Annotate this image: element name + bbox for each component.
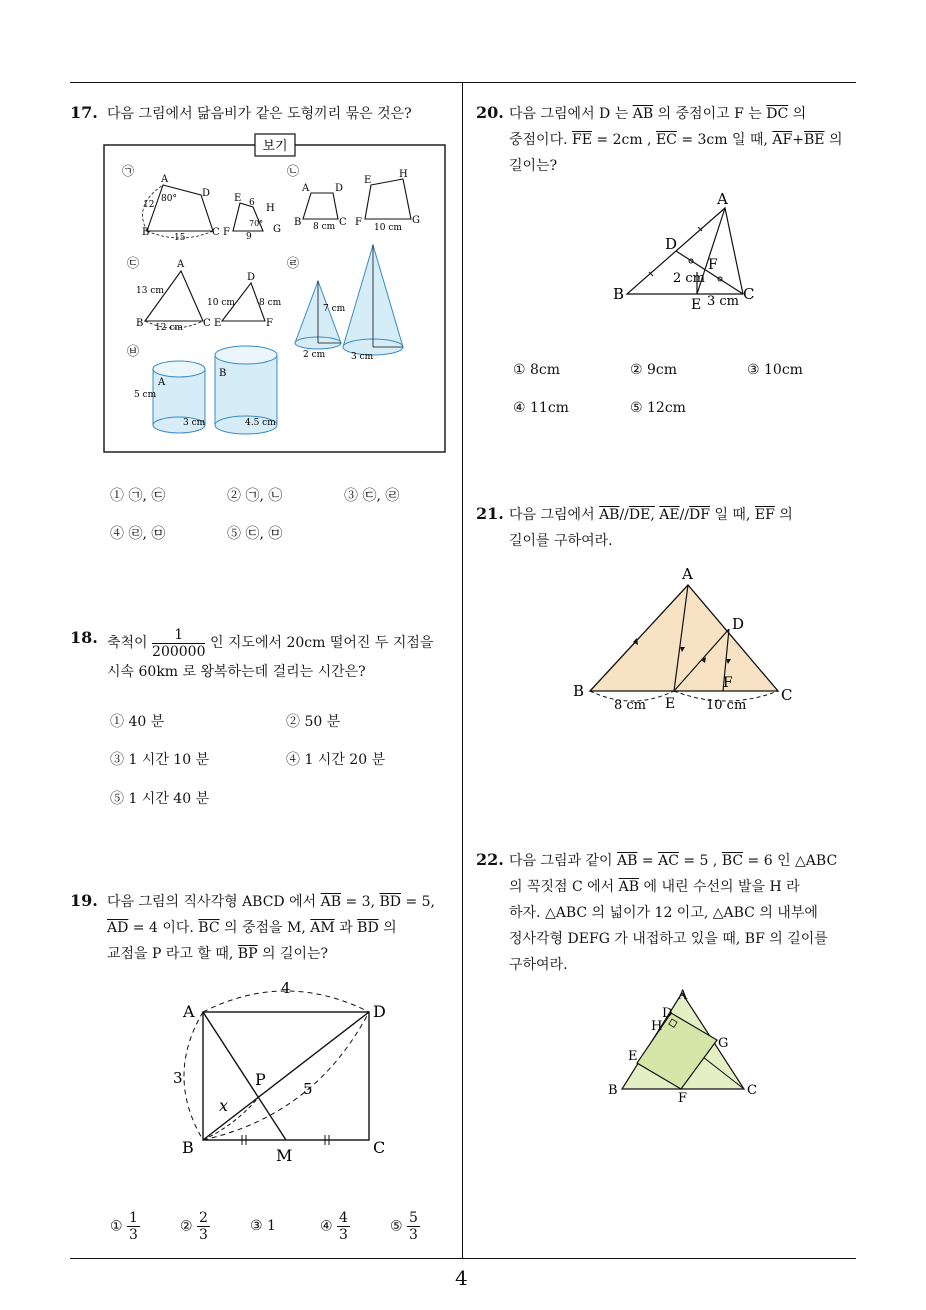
- q19-label-M: M: [276, 1146, 293, 1165]
- svg-text:4.5 cm: 4.5 cm: [245, 418, 276, 428]
- svg-text:A: A: [678, 988, 688, 1003]
- q18-option-4[interactable]: ④ 1 시간 20 분: [286, 752, 386, 768]
- svg-text:A: A: [177, 259, 185, 270]
- svg-text:D: D: [247, 272, 256, 283]
- q22-text-line1: 다음 그림과 같이 $\overline{AB} = \overline{AC} = 5$ , $\overline{BC} = 6$ 인 △ABC: [509, 853, 838, 869]
- q19-label-A: A: [183, 1002, 195, 1021]
- svg-text:2 cm: 2 cm: [673, 271, 706, 286]
- q17-option-5[interactable]: ⑤ ㉢, ㉤: [227, 526, 283, 542]
- svg-text:E: E: [214, 318, 222, 329]
- svg-text:A: A: [302, 183, 310, 194]
- svg-text:㉥: ㉥: [126, 344, 140, 358]
- svg-text:B: B: [136, 318, 144, 329]
- svg-text:H: H: [399, 169, 408, 180]
- q19-label-diag: 5: [303, 1080, 313, 1098]
- svg-text:C: C: [781, 686, 793, 704]
- svg-text:15: 15: [174, 233, 186, 243]
- svg-text:E: E: [691, 297, 702, 313]
- svg-text:G: G: [718, 1036, 729, 1051]
- q17-figure-box: [103, 133, 447, 455]
- q20-text-line1: 다음 그림에서 D 는 $\overline{AB}$ 의 중점이고 F 는 $\overline{DC}$ 의: [509, 106, 807, 122]
- q17-option-1[interactable]: ① ㉠, ㉢: [110, 488, 166, 504]
- q21-text-line1: 다음 그림에서 $\overline{AB}//DE$, $\overline{AE}//\overline{DF}$ 일 때, $\overline{EF}$ 의: [509, 507, 793, 523]
- q19-label-B: B: [182, 1138, 194, 1157]
- svg-text:10 cm: 10 cm: [374, 223, 402, 233]
- svg-text:F: F: [723, 675, 733, 691]
- q22-text-line5: 구하여라.: [509, 957, 568, 973]
- q17-box-label: 보기: [262, 139, 288, 154]
- svg-text:C: C: [339, 217, 347, 228]
- svg-text:G: G: [412, 215, 420, 226]
- q18-number: 18.: [70, 628, 98, 647]
- q22-text-line4: 정사각형 DEFG 가 내접하고 있을 때, BF 의 길이를: [509, 931, 828, 947]
- svg-text:C: C: [747, 1083, 757, 1098]
- q18-text-line2: 시속 60km 로 왕복하는데 걸리는 시간은?: [107, 664, 366, 680]
- svg-text:F: F: [355, 217, 362, 228]
- svg-text:5 cm: 5 cm: [134, 390, 157, 400]
- svg-text:B: B: [142, 227, 150, 238]
- q21-number: 21.: [476, 504, 504, 523]
- q19-label-C: C: [373, 1138, 386, 1157]
- q22-number: 22.: [476, 850, 504, 869]
- svg-text:3 cm: 3 cm: [707, 294, 740, 309]
- top-rule: [70, 82, 856, 83]
- svg-text:C: C: [743, 285, 755, 303]
- q18-option-1[interactable]: ① 40 분: [110, 714, 165, 730]
- svg-text:70°: 70°: [249, 219, 264, 228]
- q18-option-5[interactable]: ⑤ 1 시간 40 분: [110, 791, 210, 807]
- q20-option-4[interactable]: ④ 11cm: [513, 400, 569, 416]
- svg-text:E: E: [364, 175, 372, 186]
- q18-option-3[interactable]: ③ 1 시간 10 분: [110, 752, 210, 768]
- svg-text:H: H: [651, 1019, 663, 1034]
- q20-number: 20.: [476, 103, 504, 122]
- q19-option-2[interactable]: ② $\frac{2}{3}$: [180, 1210, 208, 1243]
- svg-text:A: A: [158, 377, 166, 388]
- q17-text: 다음 그림에서 닮음비가 같은 도형끼리 묶은 것은?: [107, 106, 412, 122]
- q19-label-top: 4: [281, 979, 291, 997]
- svg-text:12: 12: [143, 200, 155, 210]
- q20-figure: [605, 188, 775, 313]
- svg-text:B: B: [573, 682, 585, 700]
- svg-text:㉠: ㉠: [121, 164, 135, 178]
- q19-option-5[interactable]: ⑤ $\frac{5}{3}$: [390, 1210, 418, 1243]
- q19-label-P: P: [255, 1070, 266, 1089]
- svg-text:㉢: ㉢: [126, 256, 140, 270]
- q18-scale-fraction: $\frac{1}{200000}$: [152, 626, 206, 660]
- q19-option-1[interactable]: ① $\frac{1}{3}$: [110, 1210, 138, 1243]
- q18-option-2[interactable]: ② 50 분: [286, 714, 341, 730]
- svg-text:D: D: [335, 183, 344, 194]
- svg-text:G: G: [273, 224, 281, 235]
- q19-text-line2: $\overline{AD} = 4$ 이다. $\overline{BC}$ 의 중점을 M, $\overline{AM}$ 과 $\overline{BD}$ 의: [107, 920, 397, 936]
- bottom-rule: [70, 1258, 856, 1259]
- q20-text-line2: 중점이다. $\overline{FE} = 2cm$ , $\overline{EC} = 3cm$ 일 때, $\overline{AF}+\overline{BE}$ 의: [509, 132, 843, 148]
- page-number: 4: [455, 1266, 468, 1290]
- svg-text:A: A: [682, 565, 693, 583]
- q19-option-3[interactable]: ③ 1: [250, 1218, 276, 1234]
- q22-figure: [600, 983, 770, 1105]
- svg-text:B: B: [613, 285, 625, 303]
- svg-text:D: D: [202, 188, 211, 199]
- q20-option-2[interactable]: ② 9cm: [630, 362, 678, 378]
- q17-option-3[interactable]: ③ ㉢, ㉣: [344, 488, 400, 504]
- q21-text-line2: 길이를 구하여라.: [509, 533, 613, 549]
- svg-text:F: F: [266, 318, 273, 329]
- svg-text:2 cm: 2 cm: [303, 350, 326, 360]
- q19-option-4[interactable]: ④ $\frac{4}{3}$: [320, 1210, 348, 1243]
- q19-label-left: 3: [173, 1069, 183, 1087]
- q21-figure: [570, 563, 800, 718]
- column-divider: [462, 83, 463, 1259]
- svg-text:D: D: [665, 235, 678, 253]
- svg-text:E: E: [628, 1049, 638, 1064]
- svg-text:10 cm: 10 cm: [207, 298, 235, 308]
- svg-text:A: A: [717, 190, 728, 208]
- svg-text:10 cm: 10 cm: [706, 698, 747, 713]
- svg-text:F: F: [678, 1091, 688, 1105]
- svg-text:B: B: [608, 1083, 618, 1098]
- q18-text-line1: 축척이 $\frac{1}{200000}$ 인 지도에서 20cm 떨어진 두 지점을: [107, 626, 434, 660]
- svg-text:80°: 80°: [161, 194, 177, 204]
- svg-text:3 cm: 3 cm: [183, 418, 206, 428]
- svg-text:H: H: [266, 203, 275, 214]
- svg-text:7 cm: 7 cm: [323, 304, 346, 314]
- svg-text:㉣: ㉣: [286, 256, 300, 270]
- svg-text:A: A: [161, 174, 169, 185]
- svg-text:C: C: [212, 227, 220, 238]
- q17-number: 17.: [70, 103, 98, 122]
- q17-option-2[interactable]: ② ㉠, ㉡: [227, 488, 283, 504]
- q20-option-1[interactable]: ① 8cm: [513, 362, 561, 378]
- q19-number: 19.: [70, 891, 98, 910]
- svg-text:8 cm: 8 cm: [313, 222, 336, 232]
- q22-text-line2: 의 꼭짓점 C 에서 $\overline{AB}$ 에 내린 수선의 발을 H 라: [509, 879, 800, 895]
- q19-text-line3: 교점을 P 라고 할 때, $\overline{BP}$ 의 길이는?: [107, 946, 329, 962]
- svg-text:8 cm: 8 cm: [259, 298, 282, 308]
- svg-text:E: E: [665, 696, 676, 712]
- svg-text:F: F: [223, 227, 230, 238]
- svg-text:9: 9: [246, 232, 252, 242]
- svg-text:D: D: [732, 615, 745, 633]
- svg-text:㉡: ㉡: [286, 164, 300, 178]
- svg-text:C: C: [203, 318, 211, 329]
- svg-text:12 cm: 12 cm: [155, 323, 183, 333]
- svg-text:8 cm: 8 cm: [614, 698, 647, 713]
- q19-text-line1: 다음 그림의 직사각형 ABCD 에서 $\overline{AB} = 3$, $\overline{BD} = 5$,: [107, 894, 435, 910]
- q19-figure: [165, 975, 405, 1170]
- q17-option-4[interactable]: ④ ㉣, ㉤: [110, 526, 166, 542]
- svg-text:B: B: [219, 368, 227, 379]
- q19-label-D: D: [373, 1002, 386, 1021]
- svg-text:E: E: [234, 193, 242, 204]
- q22-text-line3: 하자. △ABC 의 넓이가 12 이고, △ABC 의 내부에: [509, 905, 818, 921]
- svg-text:3 cm: 3 cm: [351, 352, 374, 362]
- q20-option-5[interactable]: ⑤ 12cm: [630, 400, 686, 416]
- q20-option-3[interactable]: ③ 10cm: [747, 362, 803, 378]
- q20-text-line3: 길이는?: [509, 158, 558, 174]
- svg-text:D: D: [662, 1006, 673, 1021]
- svg-text:13 cm: 13 cm: [136, 286, 164, 296]
- svg-text:6: 6: [249, 198, 255, 208]
- svg-text:B: B: [294, 217, 302, 228]
- q19-label-x: x: [219, 1096, 229, 1115]
- svg-text:F: F: [708, 257, 718, 273]
